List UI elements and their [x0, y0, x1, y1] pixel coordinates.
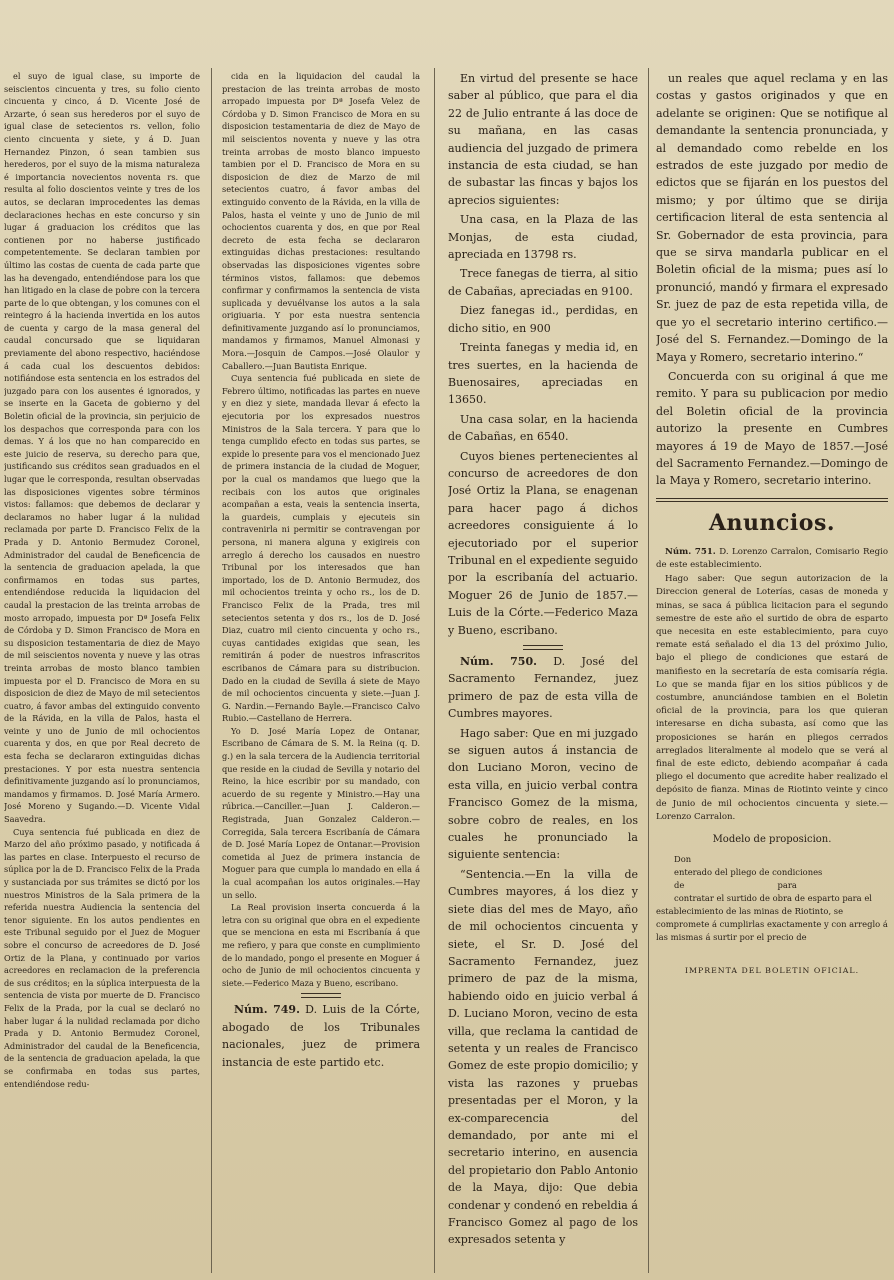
notice-749-text [222, 1001, 420, 1071]
proposal-form [656, 853, 888, 944]
notice-749 [222, 1001, 420, 1071]
paragraph: Concuerda con su original á que me remito. Y para su publicacion por medio del Boletin oficial de la provincia autorizo la presente en Cumbres mayores á 19 de Mayo de 1857.—José del Sacramento Fernandez.—Domingo de la Maya y Romero, secretario interino. [656, 369, 888, 488]
notice-number: Núm. 750. [460, 655, 537, 668]
form-line: contratar el surtido de obra de esparto para el establecimiento de las minas de Riotinto, se compromete á cumplirlas exactamente y con arreglo á las mismas á surtir por el precio de [656, 893, 888, 943]
paragraph: Una casa, en la Plaza de las Monjas, de esta ciudad, apreciada en 13798 rs. [448, 213, 638, 262]
column-2 [222, 70, 420, 1275]
paragraph: En virtud del presente se hace saber al público, que para el dia 22 de Julio entrante á las doce de su mañana, en las casas audiencia del juzgado de primera instancia de esta ciudad, se han de subastar las fincas y bajos los aprecios siguientes: [448, 72, 638, 207]
modelo-title: Modelo de proposicion. [712, 834, 832, 846]
notice-750-lead [448, 653, 638, 723]
printer-imprint: IMPRENTA DEL BOLETIN OFICIAL. [684, 966, 860, 976]
paragraph: Diez fanegas id., perdidas, en dicho sitio, en 900 [448, 304, 638, 335]
paragraph: el suyo de igual clase, su importe de seiscientos cincuenta y tres, su folio ciento cincuenta y cinco, á D. Vicente José de Arzarte, ó sean sus herederos por el suyo de igual clase de setecientos rs. vellon, folio ciento cincuenta y siete, y á D. Juan Hernandez Pinzon, ó sean tambien sus herederos, por el suyo de la misma naturaleza é importancia novecientos noventa rs. que resulta al folio doscientos veinte y tres de los autos, se declaran improcedentes las demas declaraciones hechas en este concurso y sin lugar á graduacion los créditos que las contienen por no haberse justificado competentemente. Se declaran tambien por último las costas de cuenta de cada parte que las ha devengado, entendiéndose para los que han litigado en la clase de pobre con la tercera parte de lo que obtengan, y los comunes con el reintegro á la hacienda invertida en los autos de cuenta y cargo de la masa general del caudal concursado que se liquidaran previamente del abono respectivo, haciéndose á cada cual los descuentos debidos: notifiándose esta sentencia en los estrados del juzgado para con los ausentes é ignorados, y se inserte en la Gaceta de gobierno y del Boletin oficial de la provincia, sin perjuicio de los despachos que corresponda para con los demas. Y á los que no han comparecido en este juicio de reserva, su derecho para que, justificando sus créditos sean graduados en el lugar que le corresponda, resultan observadas las disposiciones vigentes sobre términos vistos: fallamos: que debemos de declarar y declaramos no haber lugar á la nulidad reclamada por parte D. Francisco Felix de la Prada y D. Antonio Bermudez Coronel, Administrador del caudal de Beneficencia de la sentencia de graduacion apelada, la que confirmamos en todas sus partes, entendiéndose reducida la liquidacion del caudal la prestacion de las treinta arrobas de mosto arropado, impuesta por Dª Josefa Felix de Córdoba y D. Simon Francisco de Mora en su disposicion testamentaria de diez de Mayo de mil seiscientos noventa y nueve y las otras treinta arrobas de mosto blanco tambien impuesta por el D. Francisco de Mora en su disposicion de diez de Mayo de mil setecientos cuatro, á favor ambas del extinguido convento de la Rávida, en la villa de Palos, hasta el veinte y uno de Junio de mil ochocientos cuarenta y dos, en que por Real decreto de esta fecha se declararon extinguidas dichas prestaciones. Y por esta nuestra sentencia definitivamente juzgando así lo pronunciamos, mandamos y firmamos. D. José María Armero. José Moreno y Sugando.—D. Vicente Vidal Saavedra. [4, 71, 200, 825]
notice-lead: D. José del Sacramento Fernandez, juez primero de paz de esta villa de Cumbres mayores. [448, 655, 638, 721]
paragraph: un reales que aquel reclama y en las costas y gastos originados y que en adelante se originen: Que se notifique al demandante la sentencia pronunciada, y al demandado como rebelde en los estrados de este juzgado por medio de edictos que se fijarán en los puestos del mismo; y por último que se dirija certificacion literal de esta sentencia al Sr. Gobernador de esta provincia, para que se sirva mandarla publicar en el Boletin oficial de la misma; pues así lo pronunció, mandó y firmara el expresado Sr. juez de paz de esta repetida villa, de que yo el secretario interino certifico.—José del S. Fernandez.—Domingo de la Maya y Romero, secretario interino.“ [656, 72, 888, 364]
notice-lead: D. Lorenzo Carralon, Comisario Regio de este establecimiento. [656, 546, 888, 570]
paragraph: Hago saber: Que segun autorizacion de la Direccion general de Loterías, casas de moneda y minas, se saca á pública licitacion para el segundo semestre de este año el surtido de obra de esparto que necesita en este establecimiento, para cuyo remate está señalado el dia 13 del próximo Julio, bajo el pliego de condiciones que estará de manifiesto en la secretaría de esta comisaría régia. Lo que se manda fijar en los sitios públicos y de costumbre, anunciándose tambien en el Boletin oficial de la provincia, para los que quieran interesarse en dicha subasta, así como que las proposiciones se harán en pliegos cerrados arreglados literalmente al modelo que se verá al final de este edicto, debiendo acompañar á cada pliego el documento que acredite haber realizado el depósito de fianza. Minas de Riotinto veinte y cinco de Junio de mil ochocientos cincuenta y siete.—Lorenzo Carralon. [656, 574, 888, 822]
paragraph: Yo D. José María Lopez de Ontanar, Escribano de Cámara de S. M. la Reina (q. D. g.) en la sala tercera de la Audiencia territorial que reside en la ciudad de Sevilla y notario del Reino, la hice escribir por su mandado, con acuerdo de su regente y Ministro.—Hay una rúbrica.—Canciller.—Juan J. Calderon.—Registrada, Juan Gonzalez Calderon.—Corregida, Sala tercera Escribanía de Cámara de D. José María Lopez de Ontanar.—Provision cometida al Juez de primera instancia de Moguer para que cumpla lo mandado en ella á la cual acompañan los autos originales.—Hay un sello. [222, 725, 420, 900]
paragraph: Hago saber: Que en mi juzgado se siguen autos á instancia de don Luciano Moron, vecino de esta villa, en juicio verbal contra Francisco Gomez de la misma, sobre cobro de reales, en los cuales he pronunciado la siguiente sentencia: [448, 726, 638, 862]
paragraph: Una casa solar, en la hacienda de Cabañas, en 6540. [448, 412, 638, 444]
paragraph: cida en la liquidacion del caudal la prestacion de las treinta arrobas de mosto arropado impuesta por Dª Josefa Velez de Córdoba y D. Simon Francisco de Mora en su disposicion testamentaria de diez de Mayo de mil seiscientos noventa y nueve y las otra treinta arrobas de mosto blanco impuesto tambien por el D. Francisco de Mora en su disposicion de diez de Marzo de mil setecientos cuatro, á favor ambas del extinguido convento de la Rávida, en la villa de Palos, hasta el veinte y uno de Junio de mil ochocientos cuarenta y dos, en que por Real decreto de esta fecha se declararon extinguidas dichas prestaciones: resultando observadas las disposiciones vigentes sobre términos vistos, fallamos: que debemos confirmar y confirmamos la sentencia de vista suplicada y devuélvanse los autos a la sala origiuaria. Y por esta nuestra sentencia definitivamente juzgando así lo pronunciamos, mandamos y firmamos, Manuel Almonasi y Mora.—Josquin de Campos.—José Olaulor y Caballero.—Juan Bautista Enrique. [222, 71, 420, 371]
paragraph: Cuya sentencia fué publicada en siete de Febrero último, notificadas las partes en nueve y en diez y siete, mandada llevar á efecto la ejecutoria por los expresados nuestros Ministros de la Sala tercera. Y para que lo tenga cumplido efecto en todas sus partes, se expide lo presente para vos el mencionado Juez de primera instancia de la ciudad de Moguer, por la cual os mandamos que luego que la recibais con los autos que originales acompañan a esta, veais la sentencia inserta, la guardeis, cumplais y ejecuteis sin contravenirla ni permitir se contravengan por persona, ni manera alguna y exigireis con arreglo á derecho los causados en nuestro Tribunal por los interesados que han importado, los de D. Antonio Bermudez, dos mil ochocientos treinta y ocho rs., los de D. Francisco Felix de la Prada, tres mil setecientos setenta y dos rs., los de D. José Diaz, cuatro mil ciento cincuenta y ocho rs., cuyas cantidades exigidas que sean, les remitirán á poder de nuestros infrascritos escribanos de Cámara para su distribucion. Dado en la ciudad de Sevilla á siete de Mayo de mil ochocientos cincuenta y siete.—Juan J. G. Nardin.—Fernando Bayle.—Francisco Calvo Rubio.—Castellano de Herrera. [222, 373, 420, 724]
column-1 [4, 70, 200, 1275]
column-4 [656, 70, 888, 1280]
paragraph: “Sentencia.—En la villa de Cumbres mayores, á los diez y siete dias del mes de Mayo, año de mil ochocientos cincuenta y siete, el Sr. D. José del Sacramento Fernandez, juez primero de paz de la misma, habiendo oido en juicio verbal á D. Luciano Moron, vecino de esta villa, que reclama la cantidad de setenta y un reales de Francisco Gomez de este propio domicilio; y vista las razones y pruebas presentadas per el Moron, y la ex-comparecencia del demandado, por ante mi el secretario interino, en ausencia del propietario don Pablo Antonio de la Maya, dijo: Que debia condenar y condenó en rebeldia á Francisco Gomez al pago de los expresados setenta y [448, 867, 638, 1247]
notice-number: Núm. 749. [234, 1003, 300, 1017]
separator [222, 989, 420, 1001]
paragraph: Cuya sentencia fué publicada en diez de Marzo del año próximo pasado, y notificada á las partes en clase. Interpuesto el recurso de súplica por la de D. Francisco Felix de la Prada y sustanciada por sus trámites se dictó por los nuestros Ministros de la Sala primera de la referida nuestra Audiencia la sentencia del tenor siguiente. En los autos pendientes en este Tribunal seguido por el Juez de Moguer sobre el concurso de acreedores de D. José Ortiz de la Plana, y continuado por varios acreedores en reclamacion de la preferencia de sus créditos; en la súplica interpuesta de la sentencia de vista por muerte de D. Francisco Felix de la Prada, por la cual se declaró no haber lugar á la nulidad reclamada por dicho Prada y D. Antonio Bermudez Coronel, Administrador del caudal de la Beneficencia, de la sentencia de graduacion apelada, la que se confirmaba en todas sus partes, entendiéndose redu- [4, 826, 200, 1089]
notice-lead: D. Luis de la Córte, abogado de los Tribunales nacionales, juez de primera instancia de este partido etc. [222, 1003, 420, 1069]
column-rule [434, 68, 435, 1273]
form-line: Don [674, 854, 692, 865]
anuncios-heading: Anuncios. [708, 509, 836, 536]
double-rule [656, 498, 888, 502]
form-line: de para [674, 880, 797, 891]
notice-number: Núm. 751. [665, 546, 716, 557]
paragraph: La Real provision inserta concuerda á la letra con su original que obra en el expediente que se menciona en esta mi Escribanía á que me refiero, y para que conste en cumplimiento de lo mandado, pongo el presente en Moguer á ocho de Junio de mil ochocientos cincuenta y siete.—Federico Maza y Bueno, escribano. [222, 902, 420, 988]
form-line: enterado del pliego de condiciones [674, 867, 823, 878]
column-rule [211, 68, 212, 1273]
paragraph: Treinta fanegas y media id, en tres suertes, en la hacienda de Buenosaires, apreciadas en 13650. [448, 341, 638, 407]
separator [448, 641, 638, 653]
notice-751-lead [656, 546, 888, 572]
column-rule [648, 68, 649, 1273]
column-3 [448, 70, 638, 1280]
paragraph: Cuyos bienes pertenecientes al concurso de acreedores de don José Ortiz la Plana, se enagenan para hacer pago á dichos acreedores consiguiente á lo ejecutoriado por el superior Tribunal en el expediente seguido por la escribanía del actuario. Moguer 26 de Junio de 1857.—Luis de la Córte.—Federico Maza y Bueno, escribano. [448, 449, 638, 637]
paragraph: Trece fanegas de tierra, al sitio de Cabañas, apreciadas en 9100. [448, 267, 638, 298]
